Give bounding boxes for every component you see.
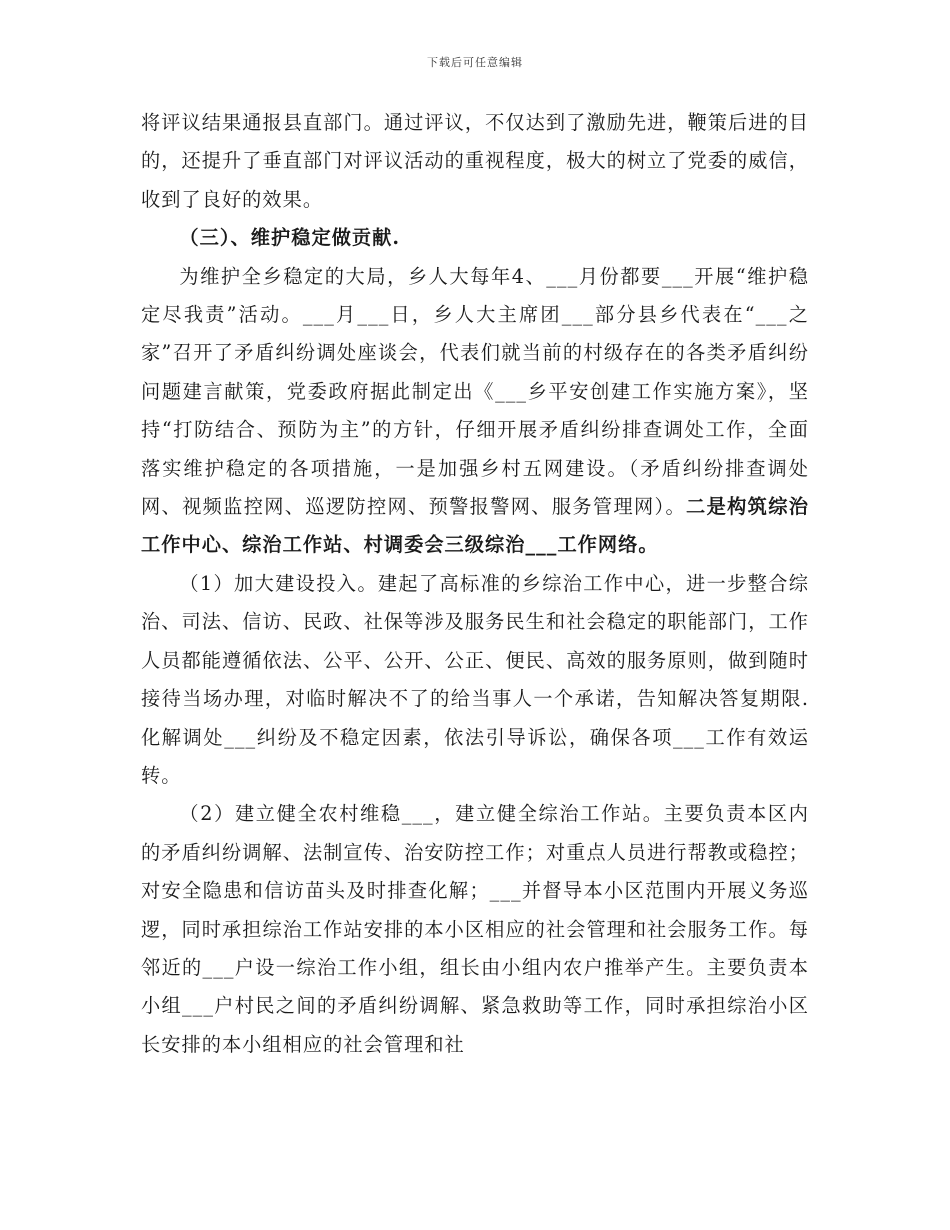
paragraph-rural-stability: （2）建立健全农村维稳___，建立健全综治工作站。主要负责本区内的矛盾纠纷调解、法制宣传、治安防控工作；对重点人员进行帮教或稳控；对安全隐患和信访苗头及时排查化解；___并督导本小区范围内开展义务巡逻，同时承担综治工作站安排的本小区相应的社会管理和社会服务工作。每邻近的___户设一综治工作小组，组长由小组内农户推举产生。主要负责本小组___户村民之间的矛盾纠纷调解、紧急救助等工作，同时承担综治小区长安排的本小组相应的社会管理和社	[141, 802, 809, 1056]
section-heading-3: （三）、维护稳定做贡献.	[179, 226, 401, 250]
page-header: 下载后可任意编辑	[427, 56, 523, 69]
paragraph-investment: （1）加大建设投入。建起了高标准的乡综治工作中心，进一步整合综治、司法、信访、民政、社保等涉及服务民生和社会稳定的职能部门，工作人员都能遵循依法、公平、公开、公正、便民、高效的服务原则，做到随时接待当场办理，对临时解决不了的给当事人一个承诺，告知解决答复期限.化解调处___纠纷及不稳定因素，依法引导诉讼，确保各项___工作有效运转。	[141, 571, 809, 787]
paragraph-stability-text: 为维护全乡稳定的大局，乡人大每年4、___月份都要___开展“维护稳定尽我责”活动。___月___日，乡人大主席团___部分县乡代表在“___之家”召开了矛盾纠纷调处座谈会，代表们就当前的村级存在的各类矛盾纠纷问题建言献策，党委政府据此制定出《___乡平安创建工作实施方案》，坚持“打防结合、预防为主”的方针，仔细开展矛盾纠纷排查调处工作，全面落实维护稳定的各项措施，一是加强乡村五网建设。（矛盾纠纷排查调处网、视频监控网、巡逻防控网、预警报警网、服务管理网）。	[141, 264, 809, 519]
document-body	[141, 104, 809, 1064]
paragraph-stability	[141, 258, 809, 565]
paragraph-evaluation-result: 将评议结果通报县直部门。通过评议，不仅达到了激励先进，鞭策后进的目的，还提升了垂直部门对评议活动的重视程度，极大的树立了党委的威信，收到了良好的效果。	[141, 111, 809, 211]
paragraph-stability-bold: 二是构筑综治工作中心、综治工作站、村调委会三级综治___工作网络。	[141, 495, 809, 557]
